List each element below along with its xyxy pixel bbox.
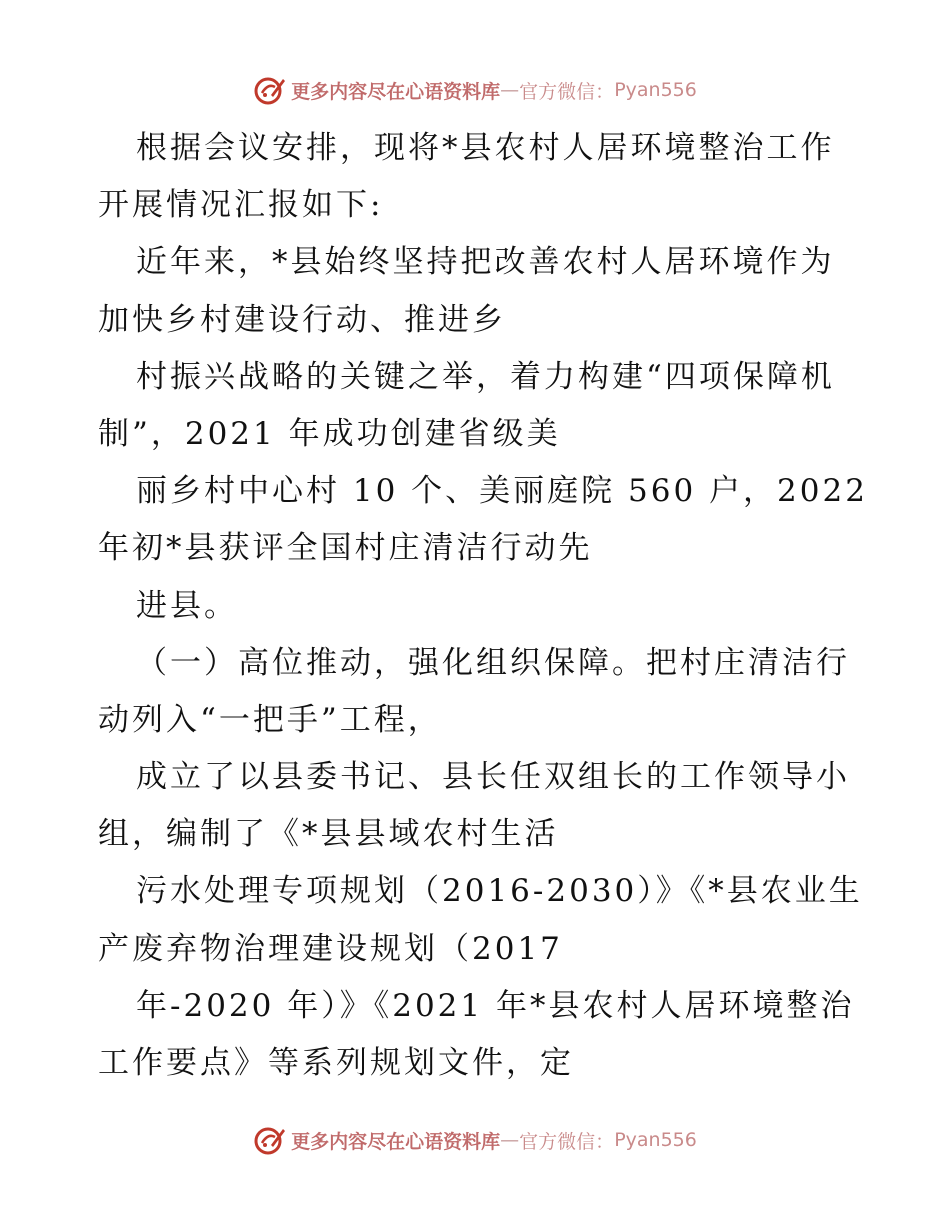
body-line: 年初*县获评全国村庄清洁行动先 (98, 530, 593, 567)
body-line: 制”，2021 年成功创建省级美 (98, 415, 561, 452)
watermark-wechat-id: Pyan556 (614, 1129, 697, 1151)
body-line: 组，编制了《*县县域农村生活 (98, 816, 559, 853)
header-watermark (0, 70, 950, 110)
watermark-wechat-id: Pyan556 (614, 79, 697, 101)
body-line: 产废弃物治理建设规划（2017 (98, 930, 563, 967)
pen-logo-icon (253, 73, 287, 107)
body-line: 进县。 (136, 587, 238, 624)
body-line: 年-2020 年）》《2021 年*县农村人居环境整治 (136, 987, 855, 1024)
body-line: 丽乡村中心村 10 个、美丽庭院 560 户，2022 (136, 473, 868, 510)
body-line: 成立了以县委书记、县长任双组长的工作领导小 (136, 759, 850, 796)
body-line: 污水处理专项规划（2016-2030）》《*县农业生 (136, 873, 863, 910)
body-line: 开展情况汇报如下: (98, 187, 384, 224)
body-line: 村振兴战略的关键之举，着力构建“四项保障机 (136, 358, 835, 395)
body-line: 动列入“一把手”工程， (98, 701, 442, 738)
watermark-wechat-label: 官方微信： (519, 80, 615, 103)
watermark-main-text: 更多内容尽在心语资料库 (291, 80, 501, 103)
watermark-dash: — (500, 79, 520, 101)
document-body (98, 120, 868, 1092)
watermark-wechat-label: 官方微信： (519, 1130, 615, 1153)
body-line: 加快乡村建设行动、推进乡 (98, 301, 506, 338)
body-line: 工作要点》等系列规划文件，定 (98, 1045, 574, 1081)
watermark-main-text: 更多内容尽在心语资料库 (291, 1130, 501, 1153)
body-line: （一）高位推动，强化组织保障。把村庄清洁行 (136, 644, 850, 681)
body-line: 近年来，*县始终坚持把改善农村人居环境作为 (136, 244, 835, 281)
body-line: 根据会议安排，现将*县农村人居环境整治工作 (136, 130, 835, 166)
watermark-dash: — (500, 1129, 520, 1151)
footer-watermark (0, 1120, 950, 1160)
pen-logo-icon (253, 1123, 287, 1157)
